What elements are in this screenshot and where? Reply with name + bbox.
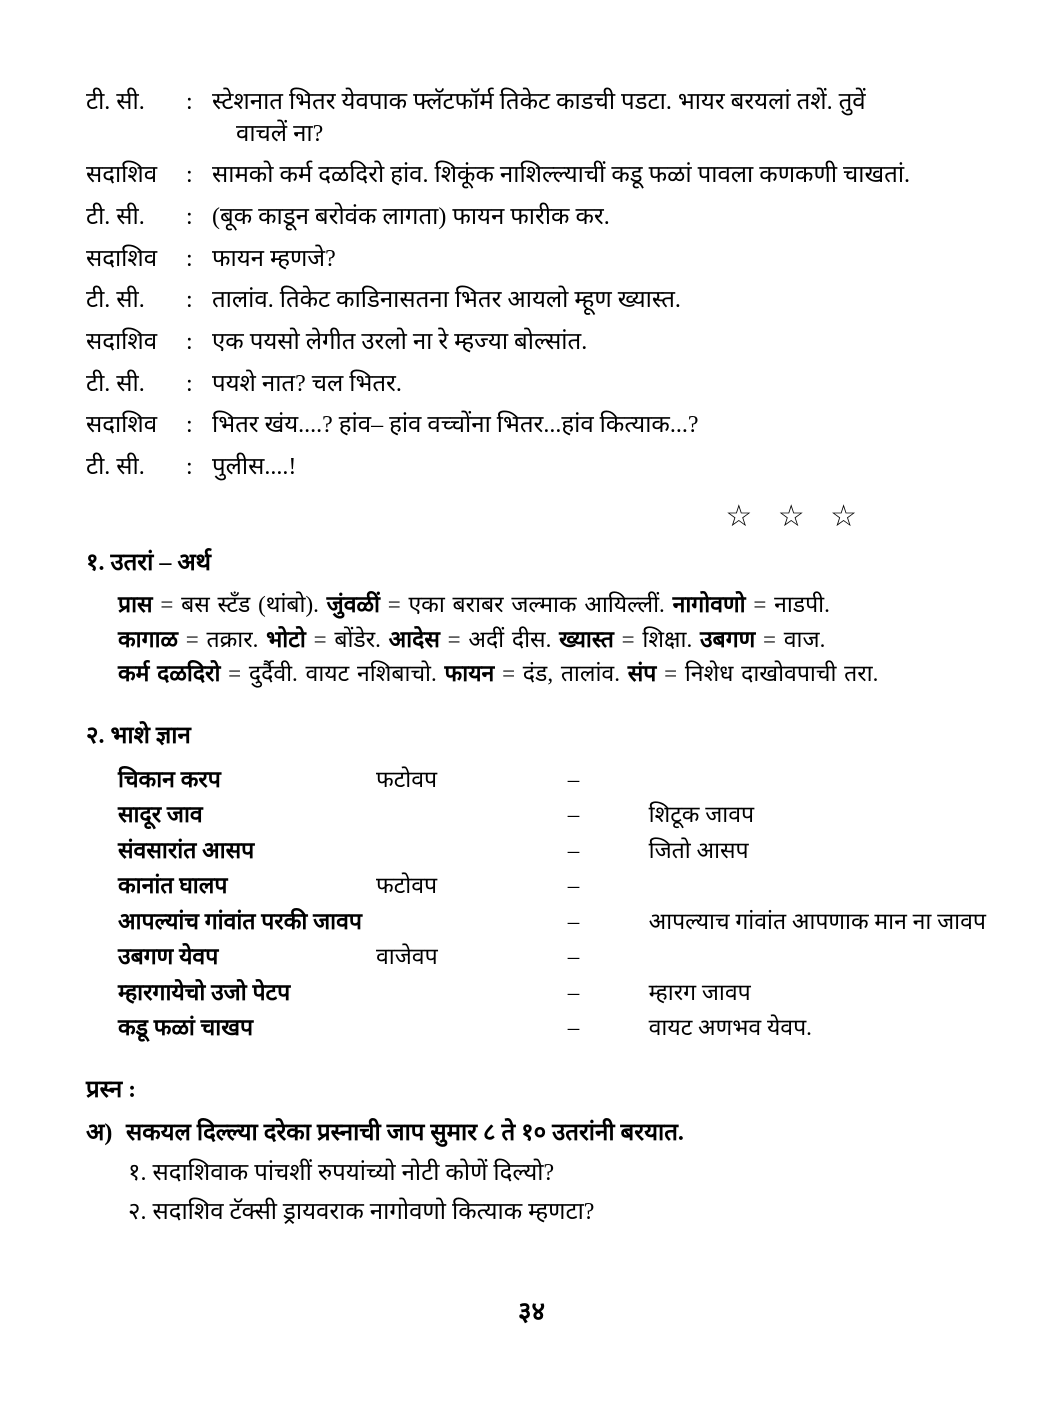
dialogue-colon: :: [186, 162, 193, 189]
vocab-term: भोटो: [266, 626, 306, 652]
idiom-term: कानांत घालप: [118, 873, 228, 899]
dialogue-text: [212, 86, 986, 150]
vocab-separator: =: [494, 661, 523, 687]
idiom-middle: वाजेवप: [375, 944, 438, 970]
dialogue-text: पुलीस....!: [212, 454, 297, 481]
dialogue-text: भितर खंय....? हांव– हांव वच्चोंना भितर...हांव कित्याक...?: [212, 412, 699, 439]
vocab-separator: =: [745, 591, 775, 617]
vocab-separator: =: [305, 626, 335, 652]
dialogue-text: एक पयसो लेगीत उरलो ना रे म्हज्या बोल्सांत.: [212, 329, 588, 355]
dialogue-speaker: टी. सी.: [86, 370, 145, 397]
table-row: [118, 939, 986, 974]
idiom-dash: –: [567, 1015, 580, 1041]
idiom-term: उबगण येवप: [118, 944, 219, 970]
vocab-separator: =: [755, 626, 784, 652]
vocabulary-line: [118, 624, 986, 657]
vocab-term: जुंवळीं: [326, 591, 380, 617]
question-item: २. सदाशिव टॅक्सी ड्रायवराक नागोवणो कित्याक म्हणटा?: [128, 1198, 595, 1225]
page-content: [86, 86, 986, 1236]
vocab-meaning: दुर्दैवी. वायट नशिबाचो.: [248, 661, 445, 687]
dialogue-text-line2: वाचलें ना?: [236, 121, 324, 148]
question-instruction-row: [86, 1115, 986, 1149]
vocabulary-body: [118, 589, 986, 691]
dialogue-text: फायन म्हणजे?: [212, 245, 336, 272]
vocab-meaning: नाडपी.: [774, 591, 830, 617]
dialogue-colon: :: [186, 245, 193, 272]
dialogue-speaker: टी. सी.: [86, 287, 145, 314]
dialogue-speaker: टी. सी.: [86, 203, 145, 230]
idiom-meaning: जितो आसप: [648, 837, 749, 863]
section-heading-language-knowledge: २. भाशे ज्ञान: [86, 722, 191, 749]
vocab-term: संप: [627, 661, 657, 687]
idiom-dash: –: [567, 802, 580, 828]
dialogue-line: [86, 368, 986, 401]
vocab-term: उबगण: [699, 626, 756, 652]
dialogue-line: [86, 243, 986, 276]
idiom-meaning: शिटूक जावप: [648, 802, 755, 828]
question-marker: अ): [86, 1119, 113, 1146]
idiom-meaning: [637, 868, 986, 903]
dialogue-text: (बूक काडून बरोवंक लागता) फायन फारीक कर.: [212, 203, 610, 230]
vocab-separator: =: [152, 591, 182, 617]
dialogue-text-line1: स्टेशनात भितर येवपाक फ्लॅटफॉर्म तिकेट काडची पडटा. भायर बरयलां तशें. तुवें: [212, 89, 866, 115]
dialogue-colon: :: [186, 454, 193, 481]
questions-heading: प्रस्न :: [86, 1076, 137, 1103]
question-instruction: सकयल दिल्ल्या दरेका प्रस्नाची जाप सुमार ८ ते १० उतरांनी बरयात.: [126, 1119, 684, 1146]
idiom-middle: [376, 975, 554, 1010]
dialogue-line: [86, 86, 986, 150]
idiom-meaning: म्हारग जावप: [648, 979, 751, 1005]
idiom-term: आपल्यांच गांवांत परकी जावप: [118, 908, 362, 934]
vocab-meaning: दंड, तालांव.: [522, 661, 628, 687]
dialogue-line: [86, 159, 986, 192]
vocab-separator: =: [439, 626, 469, 652]
table-row: [118, 904, 986, 939]
vocabulary-line: [118, 658, 986, 691]
idiom-middle: फटोवप: [375, 873, 438, 899]
dialogue-speaker: सदाशिव: [86, 245, 158, 272]
vocab-meaning: अदीं दीस.: [468, 626, 560, 652]
page-number: ३४: [517, 1297, 546, 1326]
vocab-meaning: बस स्टँड (थांबो).: [181, 591, 327, 617]
table-row: [118, 975, 986, 1010]
dialogue-block: [86, 86, 986, 484]
dialogue-line: [86, 409, 986, 442]
question-item: १. सदाशिवाक पांचशीं रुपयांच्यो नोटी कोणें दिल्यो?: [128, 1159, 555, 1186]
vocab-separator: =: [178, 626, 207, 652]
vocab-term: नागोवणो: [672, 591, 746, 617]
dialogue-line: [86, 284, 986, 317]
idiom-term: सादूर जाव: [118, 802, 203, 828]
vocab-term: कागाळ: [118, 626, 179, 652]
vocab-meaning: बोंडेर.: [334, 626, 389, 652]
section-heading-vocabulary: १. उतरां – अर्थ: [86, 549, 212, 576]
dialogue-speaker: सदाशिव: [86, 412, 158, 439]
dialogue-speaker: सदाशिव: [86, 329, 158, 355]
vocab-term: ख्यास्त: [559, 626, 614, 652]
idiom-middle: [376, 797, 554, 832]
idiom-dash: –: [567, 873, 580, 899]
vocab-meaning: तक्रार.: [206, 626, 267, 652]
idiom-meaning: [637, 762, 986, 797]
vocab-term: फायन: [444, 661, 495, 687]
dialogue-line: [86, 326, 986, 359]
vocab-term: आदेस: [388, 626, 440, 652]
idiom-term: संवसारांत आसप: [118, 837, 255, 863]
table-row: [118, 762, 986, 797]
dialogue-line: [86, 201, 986, 234]
idiom-middle: [376, 833, 554, 868]
idiom-middle: फटोवप: [375, 767, 438, 793]
vocab-meaning: वाज.: [783, 626, 826, 652]
dialogue-colon: :: [186, 329, 193, 355]
dialogue-speaker: टी. सी.: [86, 89, 145, 115]
idiom-term: चिकान करप: [118, 767, 221, 793]
dialogue-speaker: सदाशिव: [86, 162, 158, 189]
vocab-meaning: एका बराबर जल्माक आयिल्लीं.: [408, 591, 673, 617]
idiom-dash: –: [567, 979, 580, 1005]
dialogue-text: पयशे नात? चल भितर.: [212, 370, 402, 397]
idiom-dash: –: [567, 767, 580, 793]
idiom-middle: [376, 1010, 554, 1045]
idiom-dash: –: [567, 908, 580, 934]
dialogue-text: सामको कर्म दळदिरो हांव. शिकूंक नाशिल्ल्याचीं कडू फळां पावला कणकणी चाखतां.: [212, 162, 911, 189]
dialogue-colon: :: [186, 203, 193, 230]
idiom-term: कडू फळां चाखप: [118, 1015, 254, 1041]
vocab-term: प्रास: [118, 591, 153, 617]
table-row: [118, 833, 986, 868]
vocab-separator: =: [220, 661, 249, 687]
vocab-separator: =: [379, 591, 409, 617]
idiom-dash: –: [567, 837, 580, 863]
idiom-meaning: [637, 939, 986, 974]
idiom-middle: [376, 904, 554, 939]
vocab-separator: =: [613, 626, 643, 652]
idiom-table: [118, 762, 986, 1046]
table-row: [118, 868, 986, 903]
vocab-separator: =: [656, 661, 685, 687]
dialogue-colon: :: [186, 287, 193, 314]
table-row: [118, 1010, 986, 1045]
dialogue-line: [86, 451, 986, 484]
idiom-meaning: वायट अणभव येवप.: [648, 1015, 812, 1041]
table-row: [118, 797, 986, 832]
dialogue-colon: :: [186, 89, 193, 115]
vocabulary-line: [118, 589, 986, 622]
star-divider-icon: ☆ ☆ ☆: [725, 499, 866, 533]
dialogue-speaker: टी. सी.: [86, 454, 145, 481]
vocab-meaning: शिक्षा.: [642, 626, 700, 652]
vocab-term: कर्म दळदिरो: [118, 661, 221, 687]
vocab-meaning: निशेध दाखोवपाची तरा.: [684, 661, 879, 687]
idiom-meaning: आपल्याच गांवांत आपणाक मान ना जावप: [648, 908, 986, 934]
dialogue-text: तालांव. तिकेट काडिनासतना भितर आयलो म्हूण ख्यास्त.: [212, 287, 681, 314]
dialogue-colon: :: [186, 412, 193, 439]
idiom-term: म्हारगायेचो उजो पेटप: [118, 979, 291, 1005]
idiom-dash: –: [567, 944, 580, 970]
dialogue-colon: :: [186, 370, 193, 397]
